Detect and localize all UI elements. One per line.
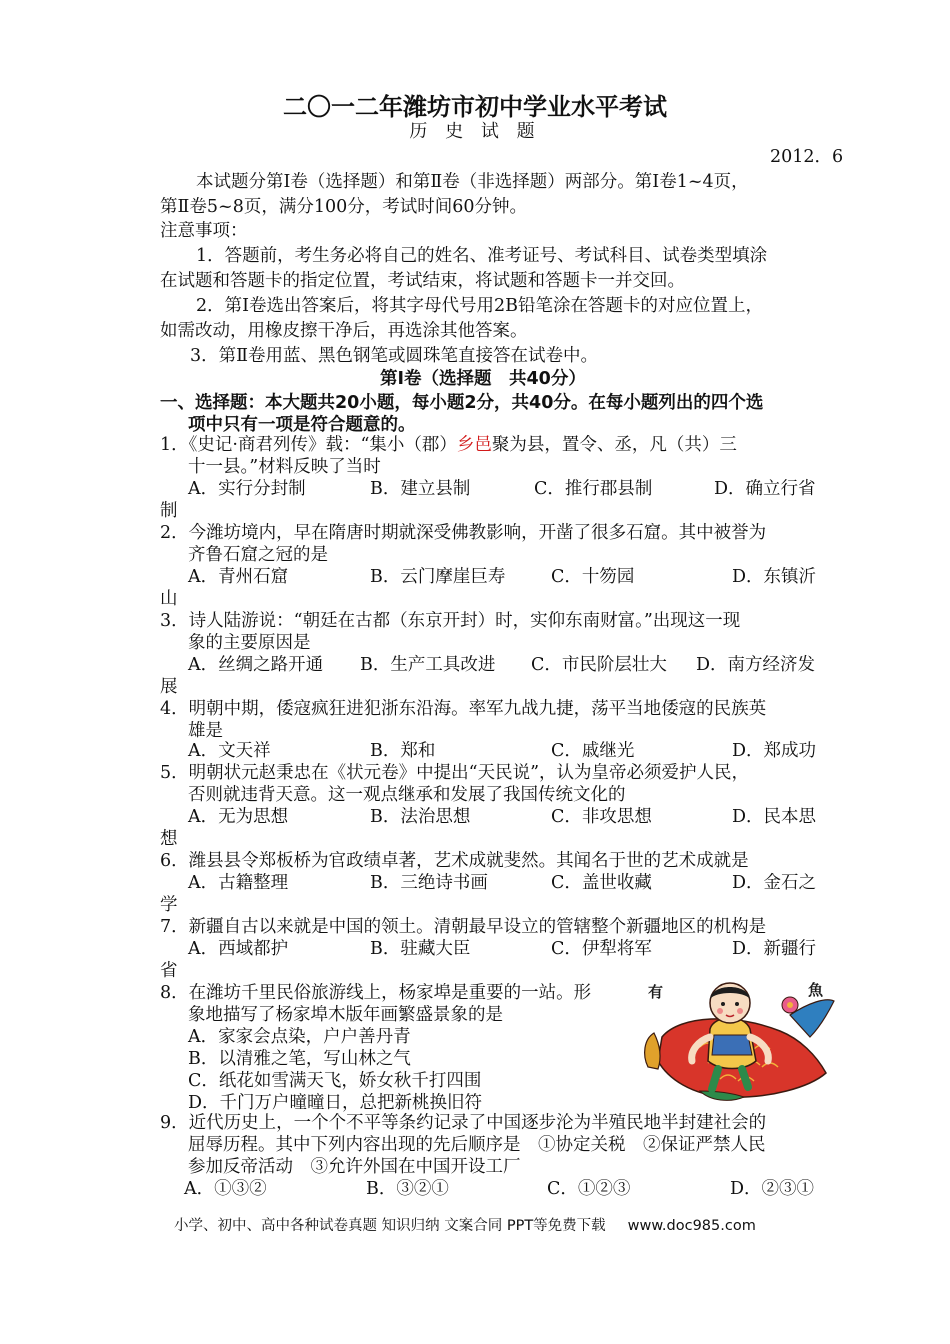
question-2-stem: 齐鲁石窟之冠的是 [188,545,328,565]
q1-option-c: C．推行郡县制 [534,479,653,499]
q3-option-a: A．丝绸之路开通 [188,655,324,675]
question-8-stem: 象地描写了杨家埠木版年画繁盛景象的是 [188,1005,503,1025]
question-4-stem: 4．明朝中期，倭寇疯狂进犯浙东沿海。率军九战九捷，荡平当地倭寇的民族英 [160,699,767,719]
q8-option-a: A．家家会点染，户户善丹青 [188,1027,411,1047]
question-5-stem: 否则就违背天意。这一观点继承和发展了我国传统文化的 [188,785,626,805]
q9-option-a: A．①③② [184,1179,267,1199]
print-character-you: 有 [648,983,664,1001]
note-line: 2．第Ⅰ卷选出答案后，将其字母代号用2B铅笔涂在答题卡的对应位置上， [196,296,764,316]
q1-option-d-wrap: 制 [160,501,178,521]
question-2-stem: 2．今潍坊境内，早在隋唐时期就深受佛教影响，开凿了很多石窟。其中被誉为 [160,523,767,543]
page-footer [174,1216,756,1236]
question-3-stem: 象的主要原因是 [188,633,311,653]
q5-option-a: A．无为思想 [188,807,289,827]
q2-option-b: B．云门摩崖巨寿 [370,567,506,587]
print-character-yu: 魚 [808,981,824,999]
q8-option-d: D．千门万户曈曈日，总把新桃换旧符 [188,1093,483,1113]
q7-option-b: B．驻藏大臣 [370,939,471,959]
section-instruction: 一、选择题：本大题共20小题，每小题2分，共40分。在每小题列出的四个选 [160,393,764,413]
question-5-stem: 5．明朝状元赵秉忠在《状元卷》中提出“天民说”，认为皇帝必须爱护人民， [160,763,750,783]
question-4-stem: 雄是 [188,721,223,741]
section-heading: 第Ⅰ卷（选择题 共40分） [380,369,586,389]
q8-option-b: B．以清雅之笔，写山林之气 [188,1049,411,1069]
q1-option-b: B．建立县制 [370,479,471,499]
q2-option-c: C．十笏园 [551,567,635,587]
q4-option-c: C．戚继光 [551,741,635,761]
q3-option-d-wrap: 展 [160,677,178,697]
q5-option-d-wrap: 想 [160,829,178,849]
section-instruction: 项中只有一项是符合题意的。 [188,415,416,435]
question-9-stem: 参加反帝活动 ③允许外国在中国开设工厂 [188,1157,521,1177]
q4-option-d: D．郑成功 [732,741,817,761]
q6-option-b: B．三绝诗书画 [370,873,488,893]
q6-option-c: C．盖世收藏 [551,873,652,893]
question-6-stem: 6．潍县县令郑板桥为官政绩卓著，艺术成就斐然。其闻名于世的艺术成就是 [160,851,749,871]
exam-date: 2012．6 [770,147,844,167]
question-1-stem: 1．《史记·商君列传》载：“集小（郡）乡邑聚为县，置令、丞，凡（共）三 [160,435,737,455]
note-line: 3．第Ⅱ卷用蓝、黑色钢笔或圆珠笔直接答在试卷中。 [190,346,599,366]
q4-option-b: B．郑和 [370,741,436,761]
q9-option-c: C．①②③ [547,1179,631,1199]
q2-option-d: D．东镇沂 [732,567,817,587]
q7-option-a: A．西域都护 [188,939,289,959]
q5-option-c: C．非攻思想 [551,807,652,827]
q4-option-a: A．文天祥 [188,741,271,761]
q6-option-a: A．古籍整理 [188,873,289,893]
exam-title: 二〇一二年潍坊市初中学业水平考试 [283,93,667,121]
exam-subtitle: 历 史 试 题 [409,121,541,142]
q1-option-a: A．实行分封制 [188,479,306,499]
q8-option-c: C．纸花如雪满天飞，娇女秋千打四围 [188,1071,482,1091]
q6-option-d: D．金石之 [732,873,817,893]
q3-option-b: B．生产工具改进 [360,655,496,675]
q3-option-d: D．南方经济发 [696,655,816,675]
question-3-stem: 3．诗人陆游说：“朝廷在古都（东京开封）时，实仰东南财富。”出现这一现 [160,611,741,631]
note-line: 在试题和答题卡的指定位置，考试结束，将试题和答题卡一并交回。 [160,271,685,291]
footer-text: 小学、初中、高中各种试卷真题 知识归纳 文案合同 PPT等免费下载 [174,1218,606,1234]
q6-option-d-wrap: 学 [160,895,178,915]
q2-option-a: A．青州石窟 [188,567,289,587]
note-line: 1．答题前，考生务必将自己的姓名、准考证号、考试科目、试卷类型填涂 [196,246,768,266]
footer-url[interactable]: www.doc985.com [627,1218,756,1234]
note-line: 如需改动，用橡皮擦干净后，再选涂其他答案。 [160,321,528,341]
question-8-stem: 8．在潍坊千里民俗旅游线上，杨家埠是重要的一站。形 [160,983,592,1003]
q2-option-d-wrap: 山 [160,589,178,609]
q5-option-b: B．法治思想 [370,807,471,827]
q7-option-c: C．伊犁将军 [551,939,652,959]
question-7-stem: 7．新疆自古以来就是中国的领土。清朝最早设立的管辖整个新疆地区的机构是 [160,917,767,937]
q3-option-c: C．市民阶层壮大 [531,655,667,675]
q9-option-b: B．③②① [366,1179,449,1199]
question-9-stem: 屈辱历程。其中下列内容出现的先后顺序是 ①协定关税 ②保证严禁人民 [188,1135,766,1155]
question-9-stem: 9．近代历史上，一个个不平等条约记录了中国逐步沦为半殖民地半封建社会的 [160,1113,767,1133]
new-year-print-image [640,975,838,1105]
q9-option-d: D．②③① [730,1179,815,1199]
q1-option-d: D．确立行省 [714,479,816,499]
question-1-stem: 十一县。”材料反映了当时 [188,457,381,477]
q5-option-d: D．民本思 [732,807,817,827]
q7-option-d: D．新疆行 [732,939,817,959]
q7-option-d-wrap: 省 [160,961,178,981]
notes-heading: 注意事项： [160,221,248,241]
intro-line: 本试题分第Ⅰ卷（选择题）和第Ⅱ卷（非选择题）两部分。第Ⅰ卷1~4页， [196,172,749,192]
intro-line: 第Ⅱ卷5~8页，满分100分，考试时间60分钟。 [160,197,527,217]
